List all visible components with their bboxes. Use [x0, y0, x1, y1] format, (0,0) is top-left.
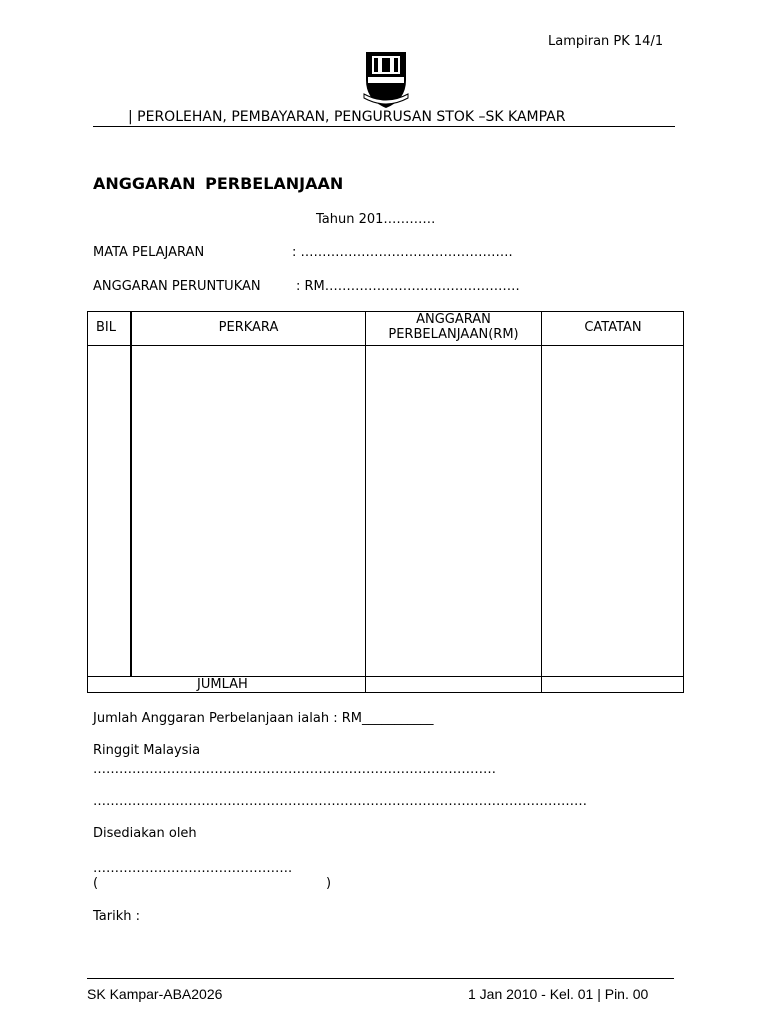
subject-value: : ………………………………………….: [292, 245, 513, 260]
header-catatan: CATATAN: [584, 320, 642, 335]
allocation-label: ANGGARAN PERUNTUKAN: [93, 279, 261, 294]
header-row-divider: [88, 345, 683, 346]
subject-label: MATA PELAJARAN: [93, 245, 205, 260]
allocation-value: : RM………………………………………: [296, 279, 520, 294]
document-reference: Lampiran PK 14/1: [548, 34, 664, 49]
name-close-bracket: ): [326, 876, 332, 891]
prepared-by-label: Disediakan oleh: [93, 826, 197, 841]
budget-table: [87, 311, 684, 693]
school-crest-icon: [362, 50, 410, 110]
header-bil: BIL: [96, 320, 116, 335]
signature-line: ……………………………………….: [93, 861, 293, 876]
document-title: ANGGARAN PERBELANJAAN: [93, 174, 344, 193]
total-estimate-text: Jumlah Anggaran Perbelanjaan ialah : RM___________: [93, 711, 434, 726]
footer-right: 1 Jan 2010 - Kel. 01 | Pin. 00: [468, 986, 649, 1002]
header-title: | PEROLEHAN, PEMBAYARAN, PENGURUSAN STOK –SK KAMPAR: [128, 109, 566, 125]
header-anggaran-line1: ANGGARAN: [416, 312, 491, 327]
footer-left: SK Kampar-ABA2026: [87, 986, 223, 1002]
year-field: Tahun 201…………: [316, 212, 436, 227]
column-divider-anggaran: [541, 312, 542, 692]
name-open-bracket: (: [93, 876, 99, 891]
header-perkara: PERKARA: [218, 320, 279, 335]
footer-divider: [87, 978, 674, 979]
column-divider-bil: [130, 312, 132, 677]
date-label: Tarikh :: [93, 909, 140, 924]
header-anggaran-line2: PERBELANJAAN(RM): [388, 327, 519, 342]
total-label: JUMLAH: [197, 677, 248, 692]
column-divider-perkara: [365, 312, 366, 692]
header-divider: [93, 126, 675, 127]
ringgit-line-1: …………………………………………………………………………………: [93, 762, 496, 777]
ringgit-label: Ringgit Malaysia: [93, 743, 201, 758]
ringgit-line-2: ……………………………………………………………………………………………………: [93, 794, 587, 809]
total-row-divider: [88, 676, 683, 677]
